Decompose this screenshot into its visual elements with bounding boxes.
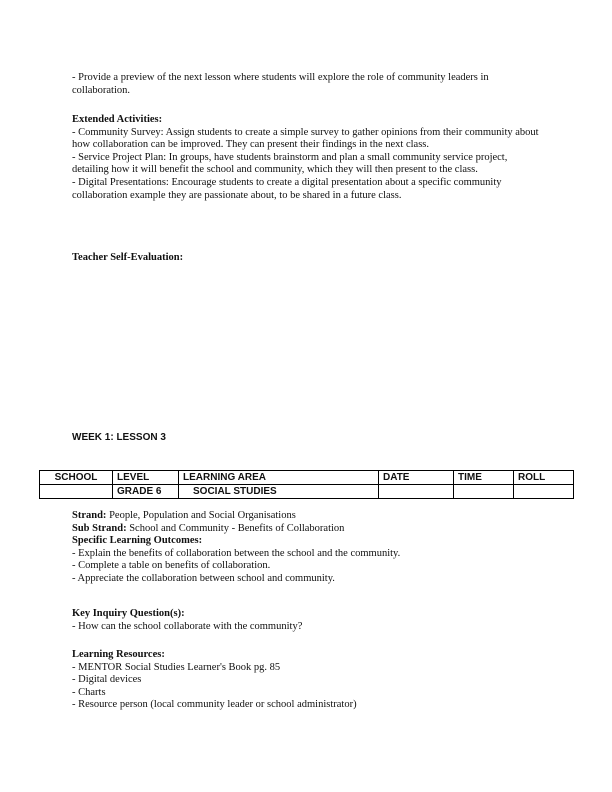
teacher-self-evaluation [72,252,542,265]
inquiry-heading: Key Inquiry Question(s): [72,608,185,619]
cell-time [454,485,514,499]
table-row [40,485,574,499]
extended-activity-item: - Digital Presentations: Encourage students to create a digital presentation about a specific community collaboration example they are passionate about, to be shared in a future class. [72,176,502,201]
extended-activity-item: - Service Project Plan: In groups, have students brainstorm and plan a small community service project, detailing how it will benefit the school and community, which they will then present to the class. [72,151,508,176]
header-roll: ROLL [514,471,574,485]
lesson-details [72,510,542,586]
outcome-item: - Explain the benefits of collaboration between the school and the community. [72,547,401,559]
cell-school [40,485,113,499]
cell-learning-area: SOCIAL STUDIES [179,485,379,499]
header-school: SCHOOL [40,471,113,485]
learning-resources-section [72,649,542,712]
extended-activities-section [72,114,542,202]
table-header-row [40,471,574,485]
outcome-item: - Complete a table on benefits of collaboration. [72,560,271,572]
cell-date [379,485,454,499]
cell-roll [514,485,574,499]
sub-strand-label: Sub Strand: [72,522,127,534]
resource-item: - Resource person (local community leader or school administrator) [72,699,357,711]
cell-level: GRADE 6 [113,485,179,499]
resources-heading: Learning Resources: [72,649,165,660]
resource-item: - Charts [72,686,106,698]
inquiry-item: - How can the school collaborate with the community? [72,620,303,632]
header-date: DATE [379,471,454,485]
extended-activities-heading: Extended Activities: [72,114,163,125]
resource-item: - MENTOR Social Studies Learner's Book pg. 85 [72,661,281,673]
outcome-item: - Appreciate the collaboration between school and community. [72,572,335,584]
extended-activity-item: - Community Survey: Assign students to create a simple survey to gather opinions from their community about how collaboration can be improved. They can present their findings in the next class. [72,126,539,151]
sub-strand-value: School and Community - Benefits of Collaboration [126,522,345,534]
header-level: LEVEL [113,471,179,485]
resource-item: - Digital devices [72,674,142,686]
key-inquiry-section [72,608,542,633]
strand-label: Strand: [72,510,107,521]
sub-strand-line [72,523,542,536]
self-evaluation-heading: Teacher Self-Evaluation: [72,252,184,263]
preview-paragraph [72,72,542,97]
strand-value: People, Population and Social Organisations [106,510,296,521]
week-lesson-title: WEEK 1: LESSON 3 [72,432,166,443]
outcomes-heading: Specific Learning Outcomes: [72,535,203,547]
header-time: TIME [454,471,514,485]
preview-text: - Provide a preview of the next lesson where students will explore the role of community leaders in collaboration. [72,72,489,96]
strand-line [72,510,542,523]
header-learning-area: LEARNING AREA [179,471,379,485]
lesson-info-table [39,470,574,499]
